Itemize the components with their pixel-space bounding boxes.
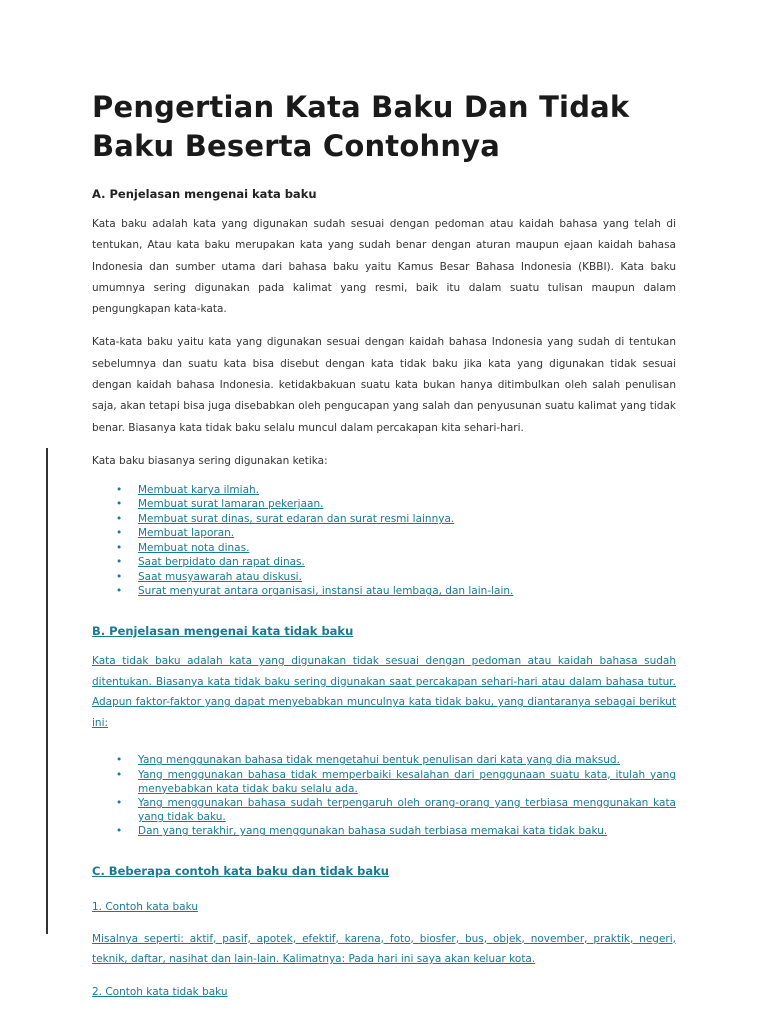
bullet-icon: •: [116, 585, 123, 598]
list-item[interactable]: • Saat berpidato dan rapat dinas.: [116, 556, 305, 569]
bullet-icon: •: [116, 483, 123, 496]
section-b-heading-link[interactable]: B. Penjelasan mengenai kata tidak baku: [92, 623, 354, 638]
section-c-sub1-link[interactable]: 1. Contoh kata baku: [92, 900, 199, 913]
list-item[interactable]: • Yang menggunakan bahasa tidak memperbaiki kesalahan dari penggunaan suatu kata, itulah yang menyebabkan kata tidak baku selalu ada.: [116, 768, 676, 795]
section-a-paragraph-1: Kata baku adalah kata yang digunakan sudah sesuai dengan pedoman atau kaidah bahasa yang telah di tentukan, Atau kata baku merupakan kata yang sudah benar dengan aturan maupun ejaan kaidah bahasa Indonesia dan sumber utama dari bahasa baku yaitu Kamus Besar Bahasa Indonesia (KBBI). Kata baku umumnya sering digunakan pada kalimat yang resmi, baik itu dalam suatu tulisan maupun dalam pengungkapan kata-kata.: [92, 218, 676, 316]
bullet-icon: •: [116, 754, 123, 767]
section-a-bullet-list: [116, 483, 676, 599]
list-item[interactable]: • Dan yang terakhir, yang menggunakan bahasa sudah terbiasa memakai kata tidak baku.: [116, 825, 608, 838]
section-b-paragraph-link[interactable]: Kata tidak baku adalah kata yang digunakan tidak sesuai dengan pedoman atau kaidah bahasa sudah ditentukan. Biasanya kata tidak baku sering digunakan saat percakapan sehari-hari atau dalam bahasa tutur. Adapun faktor-faktor yang dapat menyebabkan munculnya kata tidak baku, yang diantaranya sebagai berikut ini:: [92, 654, 676, 729]
section-c-sub2-link[interactable]: 2. Contoh kata tidak baku: [92, 985, 228, 998]
section-c-sub1-paragraph-link[interactable]: Misalnya seperti: aktif, pasif, apotek, efektif, karena, foto, biosfer, bus, objek, november, praktik, negeri, teknik, daftar, nasihat dan lain-lain. Kalimatnya: Pada hari ini saya akan keluar kota.: [92, 932, 676, 966]
bullet-icon: •: [116, 527, 123, 540]
bullet-icon: •: [116, 825, 123, 838]
list-item[interactable]: • Yang menggunakan bahasa tidak mengetahui bentuk penulisan dari kata yang dia maksud.: [116, 754, 620, 767]
bullet-icon: •: [116, 570, 123, 583]
page-title: Pengertian Kata Baku Dan Tidak Baku Beserta Contohnya: [92, 90, 630, 163]
document-body: [92, 88, 676, 1000]
bullet-icon: •: [116, 556, 123, 569]
list-item[interactable]: • Membuat nota dinas.: [116, 541, 250, 554]
list-item[interactable]: • Surat menyurat antara organisasi, instansi atau lembaga, dan lain-lain.: [116, 585, 514, 598]
margin-line: [46, 448, 48, 934]
bullet-icon: •: [116, 768, 123, 781]
section-b-bullet-list: [116, 753, 676, 838]
list-item[interactable]: • Membuat surat dinas, surat edaran dan surat resmi lainnya.: [116, 512, 455, 525]
section-c-heading-link[interactable]: C. Beberapa contoh kata baku dan tidak baku: [92, 863, 389, 878]
section-a-paragraph-2: Kata-kata baku yaitu kata yang digunakan sesuai dengan kaidah bahasa Indonesia yang sudah di tentukan sebelumnya dan suatu kata bisa disebut dengan kata tidak baku jika kata yang digunakan tidak sesuai dengan kaidah bahasa Indonesia. ketidakbakuan suatu kata bukan hanya ditimbulkan oleh salah penulisan saja, akan tetapi bisa juga disebabkan oleh pengucapan yang salah dan penyusunan suatu kalimat yang tidak benar. Biasanya kata tidak baku selalu muncul dalam percakapan kita sehari-hari.: [92, 336, 676, 434]
list-item[interactable]: • Yang menggunakan bahasa sudah terpengaruh oleh orang-orang yang terbiasa menggunakan kata yang tidak baku.: [116, 796, 676, 824]
list-item[interactable]: • Membuat laporan.: [116, 527, 235, 540]
section-a-heading: A. Penjelasan mengenai kata baku: [92, 187, 317, 201]
list-item[interactable]: • Membuat surat lamaran pekerjaan.: [116, 498, 324, 511]
list-item[interactable]: • Saat musyawarah atau diskusi.: [116, 570, 302, 583]
bullet-icon: •: [116, 796, 123, 809]
bullet-icon: •: [116, 512, 123, 525]
bullet-icon: •: [116, 498, 123, 511]
bullet-icon: •: [116, 541, 123, 554]
list-item[interactable]: • Membuat karya ilmiah.: [116, 483, 259, 496]
section-a-intro: Kata baku biasanya sering digunakan ketika:: [92, 454, 328, 467]
